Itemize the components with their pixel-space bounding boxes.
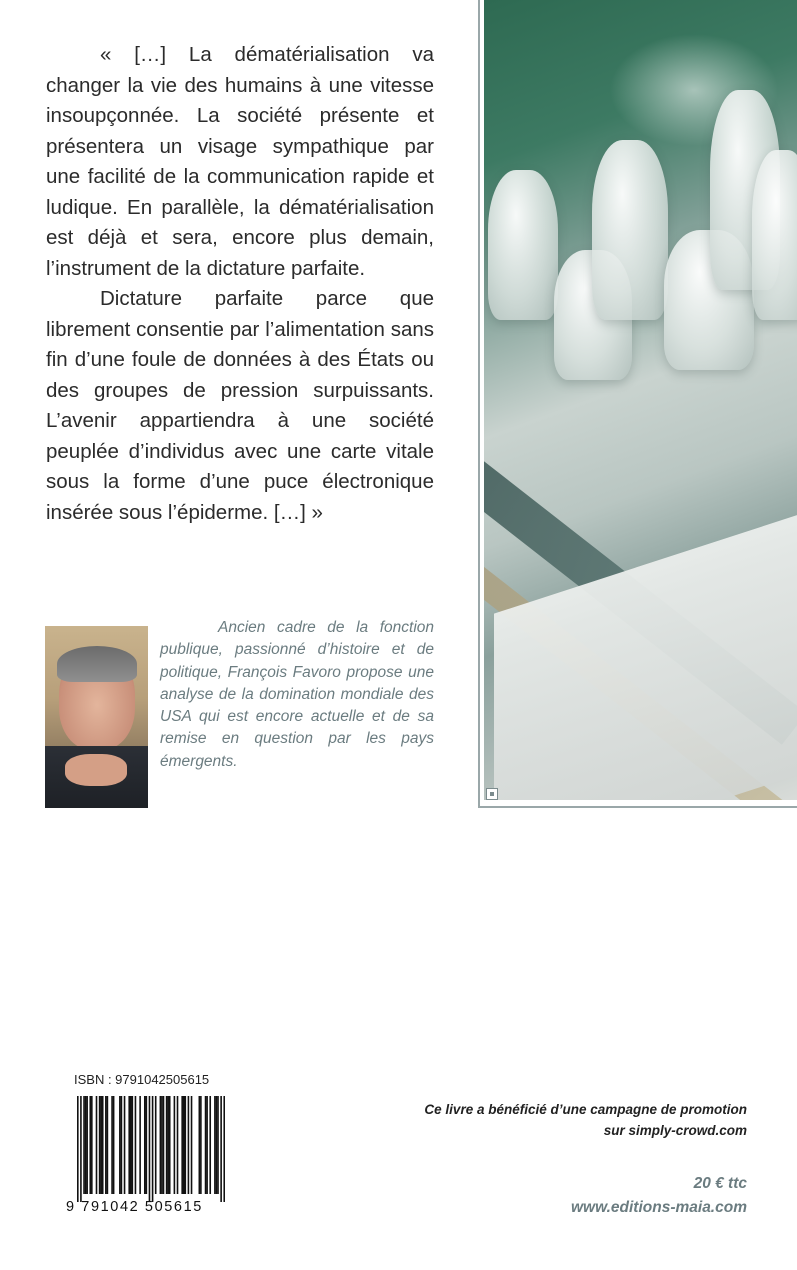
- barcode-bar: [217, 1096, 219, 1194]
- barcode-bar: [146, 1096, 148, 1194]
- barcode-bar: [135, 1096, 137, 1194]
- author-bio-text: Ancien cadre de la fonction publique, passionné d’histoire et de politique, François Favoro propose une analyse de la domination mondiale des USA qui est encore actuelle et de sa remise en question par les pays émergents.: [160, 619, 434, 770]
- barcode-bar: [200, 1096, 202, 1194]
- barcode-bar: [163, 1096, 165, 1194]
- barcode-bar: [85, 1096, 87, 1194]
- barcode-bar: [183, 1096, 185, 1194]
- barcode-bar: [128, 1096, 130, 1194]
- promo-line-2: sur simply-crowd.com: [603, 1122, 747, 1138]
- barcode-bar: [206, 1096, 208, 1194]
- barcode-bar: [214, 1096, 216, 1194]
- barcode-bar: [216, 1096, 218, 1194]
- barcode-bar: [181, 1096, 183, 1194]
- barcode-bar: [167, 1096, 169, 1194]
- publisher-website[interactable]: www.editions-maia.com: [571, 1199, 747, 1216]
- isbn-label: ISBN : 9791042505615: [74, 1072, 210, 1087]
- barcode-bar: [96, 1096, 98, 1194]
- barcode-bar: [99, 1096, 101, 1194]
- barcode-bar: [144, 1096, 146, 1194]
- back-cover-quote: [46, 40, 434, 528]
- corner-ornament-icon: [486, 788, 498, 800]
- barcode-bar: [111, 1096, 113, 1194]
- photo-border: [478, 0, 797, 808]
- barcode-bar: [100, 1096, 102, 1194]
- barcode-bar: [121, 1096, 123, 1194]
- price: 20 € ttc: [693, 1175, 747, 1192]
- barcode-bar: [80, 1096, 82, 1202]
- barcode-bar: [188, 1096, 190, 1194]
- barcode-bar: [223, 1096, 225, 1202]
- barcode-bar: [205, 1096, 207, 1194]
- isbn-barcode: [77, 1096, 225, 1202]
- barcode-digits: 9 791042 505615: [66, 1199, 203, 1215]
- quote-paragraph-2: Dictature parfaite parce que librement consentie par l’alimentation sans fin d’une foule de données à des États ou des groupes de pression surpuissants. L’avenir appartiendra à une société peuplée d’individus avec une carte vitale sous la forme d’une puce électronique insérée sous l’épiderme. […] »: [46, 287, 434, 524]
- barcode-bar: [160, 1096, 162, 1194]
- barcode-bar: [161, 1096, 163, 1194]
- barcode-bar: [152, 1096, 154, 1202]
- barcode-bar: [77, 1096, 79, 1202]
- barcode-bar: [107, 1096, 109, 1194]
- author-hand: [65, 754, 127, 786]
- barcode-bar: [184, 1096, 186, 1194]
- barcode-bar: [124, 1096, 126, 1194]
- barcode-bar: [130, 1096, 132, 1194]
- quote-paragraph-1: « […] La dématérialisation va changer la vie des humains à une vitesse insoupçonnée. La société présente et présentera un visage sympathique par une facilité de la communication rapide et ludique. En parallèle, la dématérialisation est déjà et sera, encore plus demain, l’instrument de la dictature parfaite.: [46, 43, 434, 280]
- barcode-bar: [113, 1096, 115, 1194]
- barcode-bar: [102, 1096, 104, 1194]
- promo-line-1: Ce livre a bénéficié d’une campagne de promotion: [424, 1102, 747, 1117]
- barcode-bar: [191, 1096, 193, 1194]
- barcode-bar: [89, 1096, 91, 1194]
- barcode-bar: [169, 1096, 171, 1194]
- promo-note: [367, 1100, 747, 1141]
- barcode-bar: [139, 1096, 141, 1194]
- barcode-bar: [149, 1096, 151, 1202]
- barcode-bar: [199, 1096, 201, 1194]
- barcode-bar: [91, 1096, 93, 1194]
- barcode-bar: [220, 1096, 222, 1202]
- barcode-bar: [166, 1096, 168, 1194]
- chess-photo-frame: [478, 0, 797, 808]
- author-photo: [45, 626, 148, 808]
- barcode-bar: [209, 1096, 211, 1194]
- barcode-bar: [155, 1096, 157, 1194]
- barcode-bar: [86, 1096, 88, 1194]
- barcode-bar: [119, 1096, 121, 1194]
- barcode-bar: [105, 1096, 107, 1194]
- barcode-bar: [177, 1096, 179, 1194]
- barcode-bar: [132, 1096, 134, 1194]
- author-bio: [160, 617, 434, 773]
- barcode-bar: [83, 1096, 85, 1194]
- barcode-bar: [174, 1096, 176, 1194]
- author-hair: [57, 646, 137, 682]
